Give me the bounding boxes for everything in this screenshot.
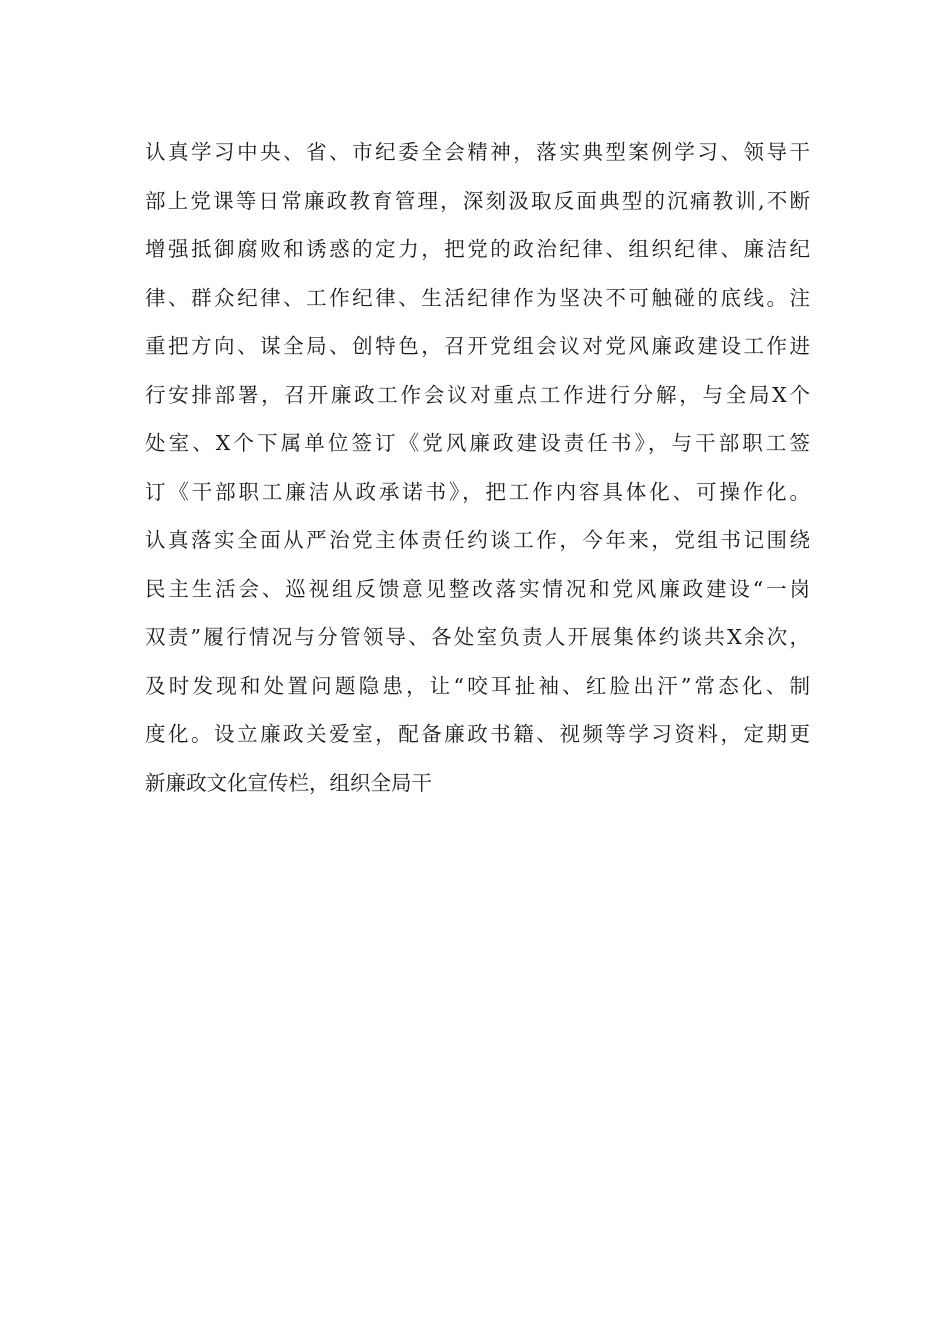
text-line: 处室、X个下属单位签订《党风廉政建设责任书》，与干部职工签	[145, 431, 810, 455]
text-line: 认真落实全面从严治党主体责任约谈工作，今年来，党组书记围绕	[145, 528, 810, 552]
text-line: 订《干部职工廉洁从政承诺书》，把工作内容具体化、可操作化。	[145, 479, 810, 504]
text-line: 新廉政文化宣传栏，组织全局干	[145, 770, 432, 795]
text-line: 律、群众纪律、工作纪律、生活纪律作为坚决不可触碰的底线。注	[145, 285, 810, 310]
text-line: 重把方向、谋全局、创特色，召开党组会议对党风廉政建设工作进	[145, 334, 810, 358]
text-line: 度化。设立廉政关爱室，配备廉政书籍、视频等学习资料，定期更	[145, 722, 810, 746]
text-line: 部上党课等日常廉政教育管理，深刻汲取反面典型的沉痛教训,不断	[145, 188, 810, 213]
text-line: 民主生活会、巡视组反馈意见整改落实情况和党风廉政建设“一岗	[145, 576, 810, 601]
body-paragraph	[145, 128, 810, 807]
text-line: 行安排部署，召开廉政工作会议对重点工作进行分解，与全局X个	[145, 382, 810, 407]
text-line: 及时发现和处置问题隐患，让“咬耳扯袖、红脸出汗”常态化、制	[145, 673, 810, 698]
text-line: 增强抵御腐败和诱惑的定力，把党的政治纪律、组织纪律、廉洁纪	[145, 237, 810, 261]
text-line: 认真学习中央、省、市纪委全会精神，落实典型案例学习、领导干	[145, 140, 810, 164]
text-line: 双责”履行情况与分管领导、各处室负责人开展集体约谈共X余次，	[145, 625, 810, 649]
